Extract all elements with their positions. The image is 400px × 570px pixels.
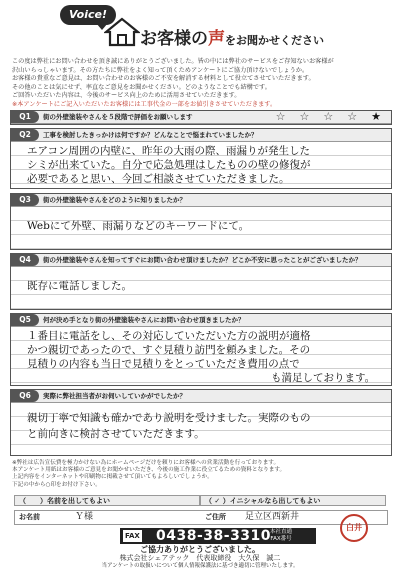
question-header bbox=[11, 194, 391, 207]
fax-label: FAX bbox=[125, 532, 140, 540]
handwritten-answer: 既存に電話しました。 bbox=[27, 280, 132, 292]
footnote-line: 本アンケート用紙はお客様のご意見をお聞かせいただき、今後の施工作業に役立てるための資料となります。 bbox=[12, 467, 286, 474]
question-number: Q5 bbox=[11, 314, 39, 326]
answer-area bbox=[11, 207, 391, 249]
fax-row bbox=[14, 528, 386, 544]
footer bbox=[0, 546, 400, 570]
fax-number: 0438-38-3310 bbox=[156, 528, 272, 544]
rating-stars bbox=[276, 111, 381, 123]
question-text: 街の外壁塗装やさんをどのように知りましたか？ bbox=[43, 196, 186, 204]
question-number: Q4 bbox=[11, 254, 39, 266]
address-value: 足立区西新井 bbox=[245, 512, 300, 522]
question-q3 bbox=[10, 193, 392, 250]
consent-options bbox=[14, 495, 386, 506]
question-number: Q1 bbox=[11, 111, 39, 123]
answer-area bbox=[11, 403, 391, 455]
footnote-line: 下記の中から○印をお付け下さい。 bbox=[12, 481, 101, 488]
fax-box bbox=[120, 528, 316, 544]
star-filled-icon: ★ bbox=[371, 110, 381, 123]
question-header bbox=[11, 254, 391, 267]
name-value: Ｙ様 bbox=[75, 512, 94, 522]
question-q2 bbox=[10, 128, 392, 189]
question-header bbox=[11, 129, 391, 142]
handwritten-answer: 見積りの内容も当日で見積りをとっていただき費用の点で bbox=[27, 358, 300, 370]
intro-line: その他のことは気にせず、率直なご意見をお聞かせください。どのようなことでも結構です。 bbox=[12, 83, 271, 91]
star-icon: ☆ bbox=[323, 110, 334, 123]
question-q6 bbox=[10, 389, 392, 456]
question-text: 工事を検討したきっかけは何ですか？どんなことで悩まれていましたか？ bbox=[43, 131, 258, 139]
voice-badge: Voice! bbox=[60, 5, 116, 25]
handwritten-answer: シミが出来ていた。自分で応急処理はしたものの壁の修復が bbox=[27, 159, 311, 171]
intro-line: この度は弊社にお問い合わせを頂き誠にありがとうございました。皆の中には弊社のサービスをご存知ないお客様が bbox=[12, 58, 334, 65]
star-icon: ☆ bbox=[347, 110, 358, 123]
star-icon: ☆ bbox=[275, 110, 286, 123]
intro-line: お客様の貴重なご意見は、お問い合わせのお客様のご不安を解消する材料として役立てさせていただきます。 bbox=[12, 75, 315, 82]
handwritten-answer: エアコン周囲の内壁に、昨年の大雨の際、雨漏りが発生した bbox=[27, 145, 310, 157]
question-text: 何が決め手となり街の外壁塗装やさんにお問い合わせ頂きましたか？ bbox=[43, 316, 245, 324]
intro-text bbox=[12, 58, 388, 109]
handwritten-answer: も満足しております。 bbox=[271, 372, 376, 384]
header bbox=[0, 0, 400, 56]
handwritten-answer: かつ親切であったので、すぐ見積り訪門を頼みました。その bbox=[27, 344, 311, 356]
footnote-line: 上記内容をインターネットや印刷物に掲載させて頂いてもよろしいでしょうか。 bbox=[12, 474, 213, 481]
title-rest: をお聞かせください bbox=[225, 34, 324, 47]
intro-line: 沢山いらっしゃいます。その方たちに弊社をよく知って頂くためアンケートにご協力頂けないでしょうか。 bbox=[12, 66, 309, 74]
question-number: Q3 bbox=[11, 194, 39, 206]
question-number: Q2 bbox=[11, 129, 39, 141]
question-text: 実際に弊社担当者がお伺いしていかがでしたか？ bbox=[43, 392, 186, 400]
fax-note: 本社直通 FAX番号 bbox=[270, 529, 293, 542]
handwritten-answer: １番目に電話をし、その対応していただいた方の説明が適格 bbox=[27, 330, 311, 342]
title-accent: 声 bbox=[208, 29, 225, 49]
footer-thanks: ご協力ありがとうございました。 bbox=[140, 545, 260, 554]
consent-name-option[interactable]: （ ）名前を出してもよい bbox=[14, 495, 200, 506]
footer-note: 当アンケートの取扱いについて個人情報保護法に基づき適切に管理いたします。 bbox=[101, 563, 299, 569]
answer-area bbox=[11, 267, 391, 309]
answer-area bbox=[11, 327, 391, 385]
star-icon: ☆ bbox=[299, 110, 310, 123]
question-q5 bbox=[10, 313, 392, 386]
handwritten-answer: Webにて外壁、雨漏りなどのキーワードにて。 bbox=[27, 220, 250, 232]
question-q4 bbox=[10, 253, 392, 310]
handwritten-answer: 親切丁寧で知識も確かであり説明を受けました。実際のもの bbox=[27, 412, 311, 424]
question-text: 街の外壁塗装やさんを知ってすぐにお問い合わせ頂けましたか？どこか不安に思ったことがございましたか？ bbox=[43, 256, 362, 264]
title-main: お客様の bbox=[140, 29, 208, 49]
intro-line: ご回答いただいた内容は、今後のサービス向上のために活用させていただきます。 bbox=[12, 92, 241, 99]
question-header bbox=[11, 111, 391, 124]
question-q1 bbox=[10, 110, 392, 125]
name-label: お名前 bbox=[19, 513, 40, 521]
seal-stamp: 白井 bbox=[340, 514, 368, 542]
question-text: 街の外壁塗装やさんを５段階で評価をお願いします bbox=[43, 113, 193, 121]
handwritten-answer: と前向きに検討させていただきます。 bbox=[27, 428, 205, 440]
address-label: ご住所 bbox=[205, 513, 226, 521]
house-icon bbox=[104, 17, 140, 47]
footer-company: 株式会社シェアテック 代表取締役 大久保 誠二 bbox=[119, 554, 281, 562]
customer-info-row bbox=[14, 510, 388, 525]
intro-note: ※本アンケートにご記入いただいたお客様には工事代金の一部をお値引きさせていただきます。 bbox=[12, 100, 277, 108]
page-title bbox=[140, 24, 324, 49]
handwritten-answer: 必要であると思い、今回ご相談させていただきました。 bbox=[27, 173, 290, 185]
footnote bbox=[12, 460, 388, 489]
footnote-line: ※弊社は広告宣伝費を極力かけない為にホームページだけを頼りにお客様への営業活動を行っております。 bbox=[12, 460, 280, 466]
question-header bbox=[11, 390, 391, 403]
question-number: Q6 bbox=[11, 390, 39, 402]
answer-area bbox=[11, 142, 391, 188]
question-header bbox=[11, 314, 391, 327]
consent-initial-option[interactable]: （ ✓ ）イニシャルなら出してもよい bbox=[200, 495, 386, 506]
